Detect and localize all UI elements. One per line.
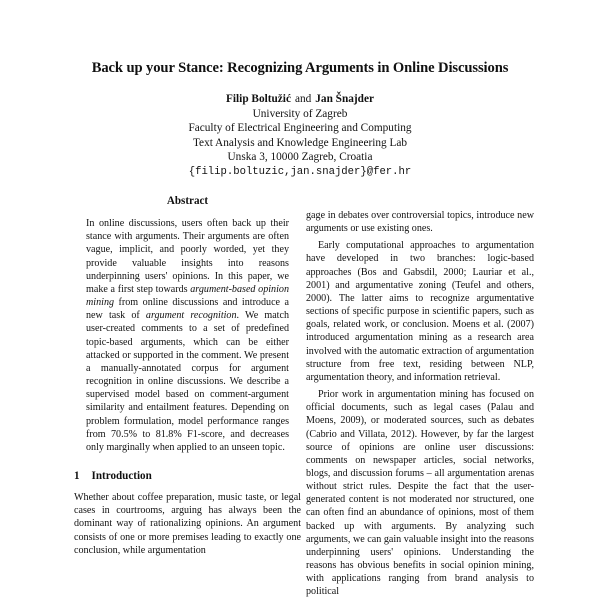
abstract-heading: Abstract <box>166 195 209 207</box>
author-email: {filip.boltuzic,jan.snajder}@fer.hr <box>188 165 412 178</box>
body-paragraph: Prior work in argumentation mining has focused on official documents, such as legal cases (Palau and Moens, 2009), or moderated sources, such as debates (Cabrio and Villata, 2012). However, by far the largest source of opinions are online user discussions: comments on newspaper articles, social networks, blogs, and discussion forums – all argumentation arenas without strict rules. Despite the fact that the user-generated content is not moderated nor structured, one can often find an abundance of opinions, most of them backed up with arguments. By analyzing such arguments, we can gain valuable insight into the reasons underpinning users' opinions. Understanding the reasons has obvious benefits in social opinion mining, with applications ranging from brand analysis to political <box>306 389 534 598</box>
abstract-emphasis: argument recognition <box>145 310 237 322</box>
affiliation-university: University of Zagreb <box>252 107 348 120</box>
abstract-emphasis: argument-based opinion mining <box>86 283 290 309</box>
right-column <box>306 209 534 599</box>
section-heading-introduction <box>74 470 301 483</box>
author-first: Filip Boltužić <box>226 93 291 105</box>
section-title: Introduction <box>91 469 152 482</box>
author-block <box>0 92 600 180</box>
body-paragraph: gage in debates over controversial topics, introduce new arguments or use existing ones. <box>306 210 534 235</box>
abstract-segment: In online discussions, users often back up their stance with arguments. Their arguments are often vague, implicit, and poorly worded, yet they provide valuable insights into reasons underpinning users' opinions. In this paper, we make a first step towards <box>86 218 289 295</box>
section-number: 1 <box>74 469 80 482</box>
abstract-segment: from online discussions and introduce a new task of <box>86 297 289 322</box>
author-conjunction: and <box>294 93 312 105</box>
author-names <box>0 92 600 107</box>
author-second: Jan Šnajder <box>315 93 374 105</box>
affiliation-lab: Text Analysis and Knowledge Engineering Lab <box>192 136 408 149</box>
affiliation-faculty: Faculty of Electrical Engineering and Computing <box>188 122 412 135</box>
left-column <box>74 195 301 557</box>
introduction-paragraph: Whether about coffee preparation, music taste, or legal cases in courtrooms, arguing has always been the dominant way of rationalizing opinions. An argument consists of one or more premises leading to exactly one conclusion, while argumentation <box>74 492 301 556</box>
abstract-segment: . We match user-created comments to a set of predefined topic-based arguments, which can be either attacked or supported in the comment. We present a manually-annotated corpus for argument recognition in online discussions. We describe a supervised model based on comment-argument similarity and entailment features. Depending on problem formulation, model performance ranges from 70.5% to 81.8% F1-score, and decreases only marginally when applied to an unseen topic. <box>86 310 290 453</box>
paper-title: Back up your Stance: Recognizing Arguments in Online Discussions <box>91 60 509 76</box>
affiliation-address: Unska 3, 10000 Zagreb, Croatia <box>227 151 373 164</box>
abstract-text <box>74 217 301 454</box>
body-paragraph: Early computational approaches to argumentation have developed in two branches: logic-based approaches (Bos and Gabsdil, 2000; Lauriar et al., 2001) and argumentative zoning (Teufel and others, 2000). The latter aims to recognize argumentative sections of specific purpose in scientific papers, such as goals, related work, or conclusion. Moens et al. (2007) introduced argumentation mining as a research area involved with the automatic extraction of argumentation structure from free text, residing between NLP, argumentation theory, and information retrieval. <box>306 240 534 383</box>
